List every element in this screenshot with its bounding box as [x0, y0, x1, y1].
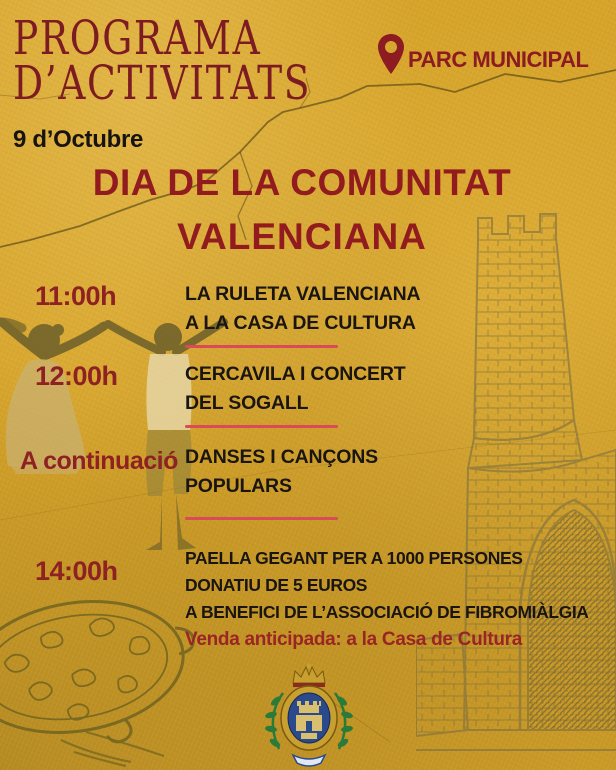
schedule-time-4: 14:00h	[35, 556, 118, 586]
main-title-line2: VALENCIANA	[177, 216, 427, 257]
schedule-divider-3	[185, 517, 338, 520]
schedule-desc-4-line2: DONATIU DE 5 EUROS	[185, 575, 368, 595]
location	[377, 33, 588, 75]
main-title-line1: DIA DE LA COMUNITAT	[92, 162, 512, 203]
schedule-desc-3	[185, 443, 378, 500]
schedule-desc-3-line1: DANSES I CANÇONS	[185, 446, 378, 468]
schedule-divider-2	[185, 425, 338, 428]
schedule-divider-1	[185, 345, 338, 348]
schedule-desc-1	[185, 280, 420, 337]
schedule-desc-3-line2: POPULARS	[185, 474, 292, 497]
schedule-desc-1-line1: LA RULETA VALENCIANA	[185, 283, 421, 305]
location-label: PARC MUNICIPAL	[408, 47, 589, 72]
schedule-desc-1-line2: A LA CASA DE CULTURA	[185, 311, 416, 334]
schedule-desc-4-highlight: Venda anticipada: a la Casa de Cultura	[185, 629, 523, 650]
schedule-desc-2-line1: CERCAVILA I CONCERT	[185, 363, 406, 385]
dancers-silhouette	[0, 298, 230, 573]
schedule-time-2: 12:00h	[35, 361, 118, 391]
schedule-desc-4-line1: PAELLA GEGANT PER A 1000 PERSONES	[185, 548, 523, 568]
location-pin-icon	[377, 33, 405, 75]
schedule-time-3: A continuació	[20, 447, 178, 475]
paella-pan-sketch	[0, 582, 216, 770]
poster-title	[13, 11, 312, 112]
schedule-time-1: 11:00h	[35, 281, 117, 311]
municipal-coat-of-arms	[263, 663, 355, 769]
schedule-desc-2	[185, 360, 405, 417]
schedule-desc-4	[185, 545, 589, 653]
poster-title-line1: PROGRAMA	[13, 11, 262, 66]
poster-title-line2: D’ACTIVITATS	[13, 56, 312, 112]
schedule-desc-4-line3: A BENEFICI DE L’ASSOCIACIÓ DE FIBROMIÀLGIA	[185, 602, 589, 622]
event-date: 9 d’Octubre	[13, 126, 144, 153]
schedule-desc-2-line2: DEL SOGALL	[185, 391, 309, 414]
